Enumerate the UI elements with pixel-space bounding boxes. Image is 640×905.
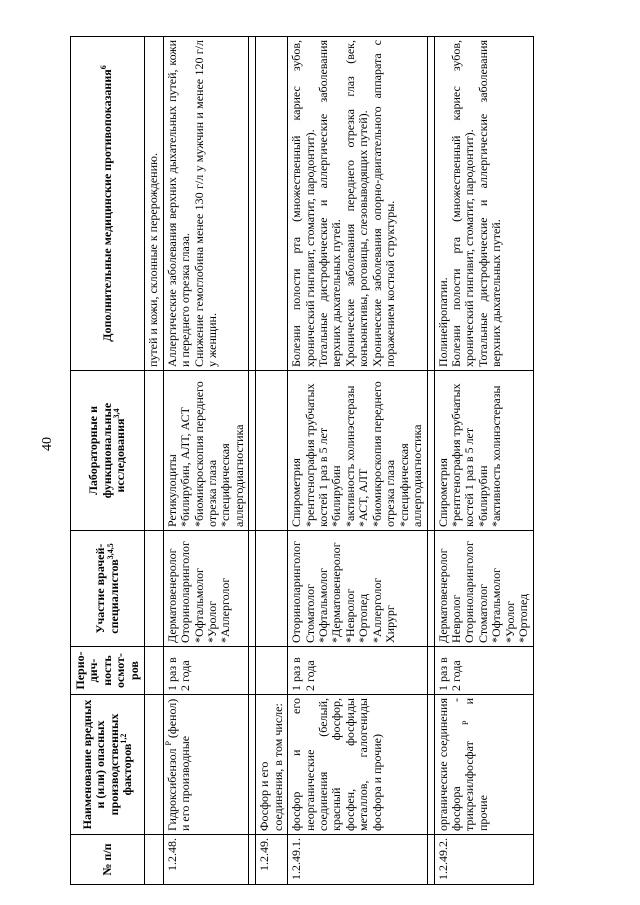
table-row-1-2-49 [256,37,288,885]
cell-line: Снижение гемоглобина менее 130 г/л у мужчин и менее 120 г/л у женщин. [191,40,219,367]
factor-name-cell: органические соединения фосфора - трикрезилфосфат $^Р$ и прочие [434,695,533,835]
doctors-cell [288,531,427,647]
cell-line: Стоматолог [475,583,490,643]
cell-line: *специфическая аллергодиагностика [218,424,246,527]
cell-line: *Дерматовенеролог [329,542,344,643]
row-number: 1.2.49. [256,835,288,885]
cell-line: Ретикулоциты [164,454,179,527]
footnote-marker: 6 [98,65,108,70]
header-doctors: Участие врачей-специалистов$^{3,4,5}$ [71,531,145,647]
cell-line: Тотальные дистрофические и аллергические заболевания верхних дыхательных путей. [316,40,344,367]
cell-line: *Офтальмолог [191,567,206,643]
cell-line: *специфическая аллергодиагностика [396,424,425,527]
cell-line: *Офтальмолог [316,567,330,643]
lab-tests-cell [288,371,427,531]
periodicity-cell: 1 раз в 2 года [434,647,533,695]
footnote-marker: 3,4,5 [105,543,115,560]
cell-line: *Аллерголог [218,577,233,643]
cell-line: Оториноларинголог [178,541,193,643]
page-number: 40 [40,437,55,451]
cell-line: Хирург [383,605,398,643]
cell-line: *билирубин [475,465,490,527]
cell-line: Дерматовенеролог [164,548,179,643]
cell-line: Невролог [448,594,463,643]
contraindications-cell [288,37,427,371]
cell-line: Болезни полости рта (множественный кариес зубов, хронический гингивит, стоматит, пародонтит). [289,40,317,367]
cell-line: Хронические заболевания переднего отрезка глаз (век, конъюнктивы, роговицы, слезовыводящих путей). [342,40,371,367]
cell-line: Оториноларинголог [462,541,477,643]
footnote-marker: Р [461,720,471,725]
spacer-row [427,37,434,885]
cell-line: *АСТ, АЛТ [356,468,371,527]
cell-line: *активность холинэстеразы [489,385,504,527]
header-contraindications: Дополнительные медицинские противопоказания$^6$ [71,37,145,371]
periodicity-cell: 1 раз в 2 года [163,647,249,695]
table-row-1-2-48 [163,37,249,885]
cell-line: *Ортопед [516,593,531,643]
footnote-marker: Р [163,741,173,746]
lab-tests-cell [163,371,249,531]
cell-line: Спирометрия [435,458,450,527]
cell-line: Хронические заболевания опорно-двигательного аппарата с поражением костной структуры. [369,40,398,367]
cell-line: *Офтальмолог [489,567,504,643]
contraindications-cell [145,37,163,371]
row-number: 1.2.49.2. [434,835,533,885]
table-header-row [71,37,145,885]
doctors-cell [163,531,249,647]
doctors-cell [434,531,533,647]
cell-line: *рентгенография трубчатых костей 1 раз в 5 лет [302,383,330,527]
factor-name-cell: Гидроксибензол $^Р$ (фенол) и его производные [163,695,249,835]
cell-line: *биомикроскопия переднего отрезка глаза [369,381,398,527]
cell-line: Тотальные дистрофические и аллергические заболевания верхних дыхательных путей. [475,40,504,367]
cell-line: *билирубин, АЛТ, АСТ [178,407,193,527]
cell-line: Аллергические заболевания верхних дыхательных путей, кожи и переднего отрезка глаза. [164,40,193,367]
lab-tests-cell [434,371,533,531]
contraindications-cell [434,37,533,371]
factor-name-cell: фосфор и его неорганические соединения (белый, красный фосфор, фосфен, фосфиды металлов, галогениды фосфора и прочие) [288,695,427,835]
hazard-factors-table [70,36,534,885]
cell-line: Болезни полости рта (множественный кариес зубов, хронический гингивит, стоматит, пародонтит). [448,40,477,367]
cell-line: *биомикроскопия переднего отрезка глаза [191,381,219,527]
cell-line: Полинейропатии. [435,277,450,367]
table-row-1-2-49-1 [288,37,427,885]
cell-line: *Ортопед [356,593,371,643]
cell-line: Спирометрия [289,458,304,527]
cell-line: *Уролог [502,600,517,643]
cell-line: Оториноларинголог [289,541,304,643]
cell-line: *Аллерголог [369,577,384,643]
row-number: 1.2.48. [163,835,249,885]
rotated-page-content [70,37,585,885]
cell-line: *рентгенография трубчатых костей 1 раз в 5 лет [448,383,477,527]
cell-line: *активность холинэстеразы [342,385,357,527]
cell-line: *Уролог [204,600,219,643]
header-number: № п/п [71,835,145,885]
row-number: 1.2.49.1. [288,835,427,885]
header-lab-tests: Лабораторные и функциональные исследования$^{3,4}$ [71,371,145,531]
header-periodicity: Перио-дич-ность осмот-ров [71,647,145,695]
cell-line: *Невролог [342,588,357,643]
contraindication-line: путей и кожи, склонные к перерождению. [146,153,161,367]
contraindications-cell [163,37,249,371]
factor-name-cell: Фосфор и его соединения, в том числе: [256,695,288,835]
table-row-1-2-49-2 [434,37,533,885]
cell-line: *билирубин [329,465,344,527]
header-factor-name: Наименование вредных и (или) опасных производственных факторов$^{1,2}$ [71,695,145,835]
cell-line: Стоматолог [302,583,317,643]
footnote-marker: 1,2 [119,733,129,744]
spacer-row [249,37,256,885]
cell-line: Дерматовенеролог [435,548,450,643]
periodicity-cell: 1 раз в 2 года [288,647,427,695]
footnote-marker: 3,4 [112,408,122,419]
table-row-continued [145,37,163,885]
